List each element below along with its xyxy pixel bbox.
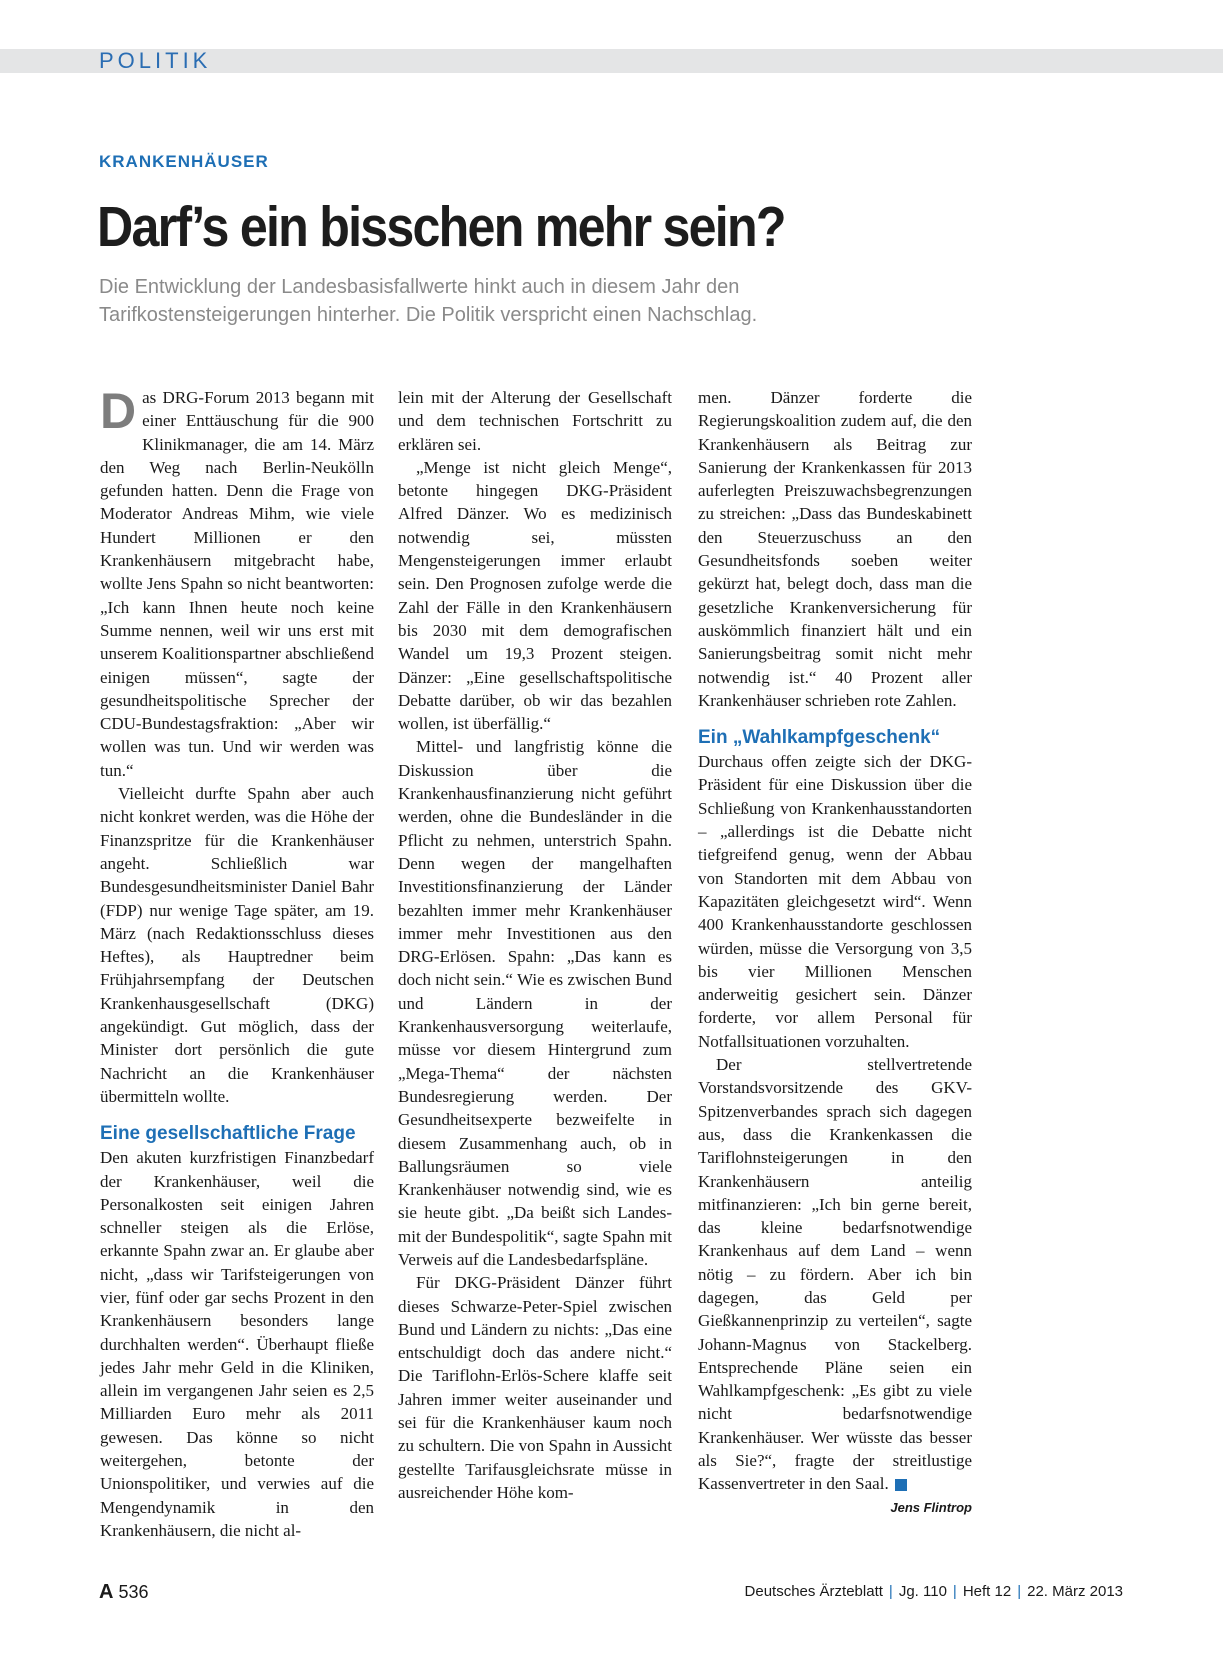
paragraph — [100, 383, 374, 782]
article-column-2 — [398, 386, 672, 1504]
paragraph-text: as DRG-Forum 2013 begann mit einer Enttäuschung für die 900 Klinikmanager, die am 14. März den Weg nach Berlin-Neukölln gefunden hatten. Denn die Frage von Moderator Andreas Mihm, wie viele Hundert Millionen er den Krankenhäusern mitgebracht habe, wollte Jens Spahn so nicht beantworten: „Ich kann Ihnen heute noch keine Summe nennen, weil wir uns erst mit unserem Koalitionspartner abschließend einigen müssen“, sagte der gesundheitspolitische Sprecher der CDU-Bundestagsfraktion: „Aber wir wollen was tun. Und wir werden was tun.“ — [100, 388, 374, 780]
paragraph: lein mit der Alterung der Gesellschaft und dem technischen Fortschritt zu erklären sei. — [398, 388, 672, 454]
subheading: Eine gesellschaftliche Frage — [100, 1123, 356, 1145]
separator: | — [1017, 1583, 1022, 1600]
journal-volume: Jg. 110 — [898, 1583, 947, 1600]
article-kicker: KRANKENHÄUSER — [99, 152, 269, 171]
paragraph: Für DKG-Präsident Dänzer führt dieses Schwarze-Peter-Spiel zwischen Bund und Ländern zu nichts: „Das eine entschuldigt doch das andere nicht.“ Die Tariflohn-Erlös-Schere klaffe seit Jahren immer weiter auseinander und sei für die Krankenhäuser kaum noch zu schultern. Die von Spahn in Aussicht gestellte Tarifausgleichsrate müsse in ausreichender Höhe kom- — [398, 1273, 672, 1502]
journal-issue: Heft 12 — [962, 1583, 1012, 1600]
paragraph: Den akuten kurzfristigen Finanzbedarf der Krankenhäuser, weil die Personalkosten seit einigen Jahren schneller steigen als die Erlöse, erkannte Spahn zwar an. Er glaube aber nicht, „dass wir Tarifsteigerungen von vier, fünf oder gar sechs Prozent in den Krankenhäusern besonders lange durchhalten werden“. Überhaupt fließe jedes Jahr mehr Geld in die Kliniken, allein im vergangenen Jahr seien es 2,5 Milliarden Euro mehr als 2011 gewesen. Das könne so nicht weitergehen, betonte der Unionspolitiker, und verwies auf die Mengendynamik in den Krankenhäusern, die nicht al- — [100, 1148, 374, 1540]
page-prefix: A — [99, 1581, 114, 1603]
subheading: Ein „Wahlkampfgeschenk“ — [698, 727, 941, 749]
article-teaser: Die Entwicklung der Landesbasisfallwerte hinkt auch in diesem Jahr den Tarifkostensteigerungen hinterher. Die Politik verspricht einen Nachschlag. — [99, 276, 758, 326]
paragraph: men. Dänzer forderte die Regierungskoalition zudem auf, die den Krankenhäusern als Beitrag zur Sanierung der Krankenkassen für 2013 auferlegten Preiszuwachsbegrenzungen zu streichen: „Dass das Bundeskabinett den Steuerzuschuss an den Gesundheitsfonds soeben weiter gekürzt hat, belegt doch, dass man die gesetzliche Krankenversicherung für auskömmlich finanziert hält und ein Sanierungsbeitrag somit nicht mehr notwendig ist.“ 40 Prozent aller Krankenhäuser schrieben rote Zahlen. — [698, 388, 972, 710]
author-byline: Jens Flintrop — [890, 1499, 972, 1515]
separator: | — [888, 1583, 893, 1600]
drop-cap: D — [100, 383, 137, 439]
paragraph: Durchaus offen zeigte sich der DKG-Präsident für eine Diskussion über die Schließung von Krankenhausstandorten – „allerdings ist die Debatte nicht tiefgreifend genug, wenn der Abbau von Standorten mit dem Abbau von Kapazitäten gleichgesetzt wird“. Wenn 400 Krankenhausstandorte geschlossen würden, müsse die Versorgung von 3,5 bis vier Millionen Menschen anderweitig gesichert sein. Dänzer forderte, vor allem Personal für Notfallsituationen vorzuhalten. — [698, 752, 972, 1051]
paragraph: Mittel- und langfristig könne die Diskussion über die Krankenhausfinanzierung nicht geführt werden, ohne die Bundesländer in die Pflicht zu nehmen, unterstrich Spahn. Denn wegen der mangelhaften Investitionsfinanzierung der Länder bezahlten immer mehr Krankenhäuser immer mehr Investitionen aus den DRG-Erlösen. Spahn: „Das kann es doch nicht sein.“ Wie es zwischen Bund und Ländern in der Krankenhausversorgung weiterlaufe, müsse vor diesem Hintergrund zum „Mega-Thema“ der nächsten Bundesregierung werden. Der Gesundheitsexperte bezweifelte in diesem Zusammenhang auch, ob in Ballungsräumen so viele Krankenhäuser notwendig sind, wie es sie heute gibt. „Da beißt sich Landes- mit der Bundespolitik“, sagte Spahn mit Verweis auf die Landesbedarfspläne. — [398, 737, 672, 1269]
article-column-1 — [100, 383, 374, 1542]
page-number-value: 536 — [118, 1582, 149, 1602]
article-title: Darf’s ein bisschen mehr sein? — [97, 195, 785, 259]
paragraph: „Menge ist nicht gleich Menge“, betonte hingegen DKG-Präsident Alfred Dänzer. Wo es medizinisch notwendig sei, müssten Mengensteigerungen immer erlaubt sein. Den Prognosen zufolge werde die Zahl der Fälle in den Krankenhäusern bis 2030 mit dem demografischen Wandel um 19,3 Prozent steigen. Dänzer: „Eine gesellschaftspolitische Debatte darüber, ob wir das bezahlen wollen, ist überfällig.“ — [398, 457, 672, 734]
section-label: POLITIK — [99, 48, 212, 73]
paragraph — [698, 1053, 972, 1496]
paragraph: Vielleicht durfte Spahn aber auch nicht konkret werden, was die Höhe der Finanzspritze für die Krankenhäuser angeht. Schließlich war Bundesgesundheitsminister Daniel Bahr (FDP) nur wenige Tage später, am 19. März (nach Redaktionsschluss dieses Heftes), als Hauptredner beim Frühjahrsempfang der Deutschen Krankenhausgesellschaft (DKG) angekündigt. Gut möglich, dass der Minister dort persönlich die gute Nachricht an die Krankenhäuser übermitteln wollte. — [100, 784, 374, 1106]
journal-name: Deutsches Ärzteblatt — [744, 1583, 883, 1600]
separator: | — [952, 1583, 957, 1600]
paragraph-text: Der stellvertretende Vorstandsvorsitzende des GKV-Spitzenverbandes sprach sich dagegen aus, dass die Krankenkassen die Tariflohnsteigerungen in den Krankenhäusern anteilig mitfinanzieren: „Ich bin gerne bereit, das kleine bedarfsnotwendige Krankenhaus auf dem Land – wenn nötig – zu fördern. Aber ich bin dagegen, das Geld per Gießkannenprinzip zu verteilen“, sagte Johann-Magnus von Stackelberg. Entsprechende Pläne seien ein Wahlkampfgeschenk: „Es gibt zu viele nicht bedarfsnotwendige Krankenhäuser. Wer wüsste das besser als Sie?“, fragte der streitlustige Kassenvertreter in den Saal. — [698, 1055, 972, 1494]
journal-date: 22. März 2013 — [1027, 1583, 1123, 1600]
article-column-3 — [698, 386, 972, 1518]
end-mark-icon — [895, 1479, 907, 1491]
page-number — [99, 1581, 149, 1604]
journal-footer — [745, 1583, 1123, 1600]
